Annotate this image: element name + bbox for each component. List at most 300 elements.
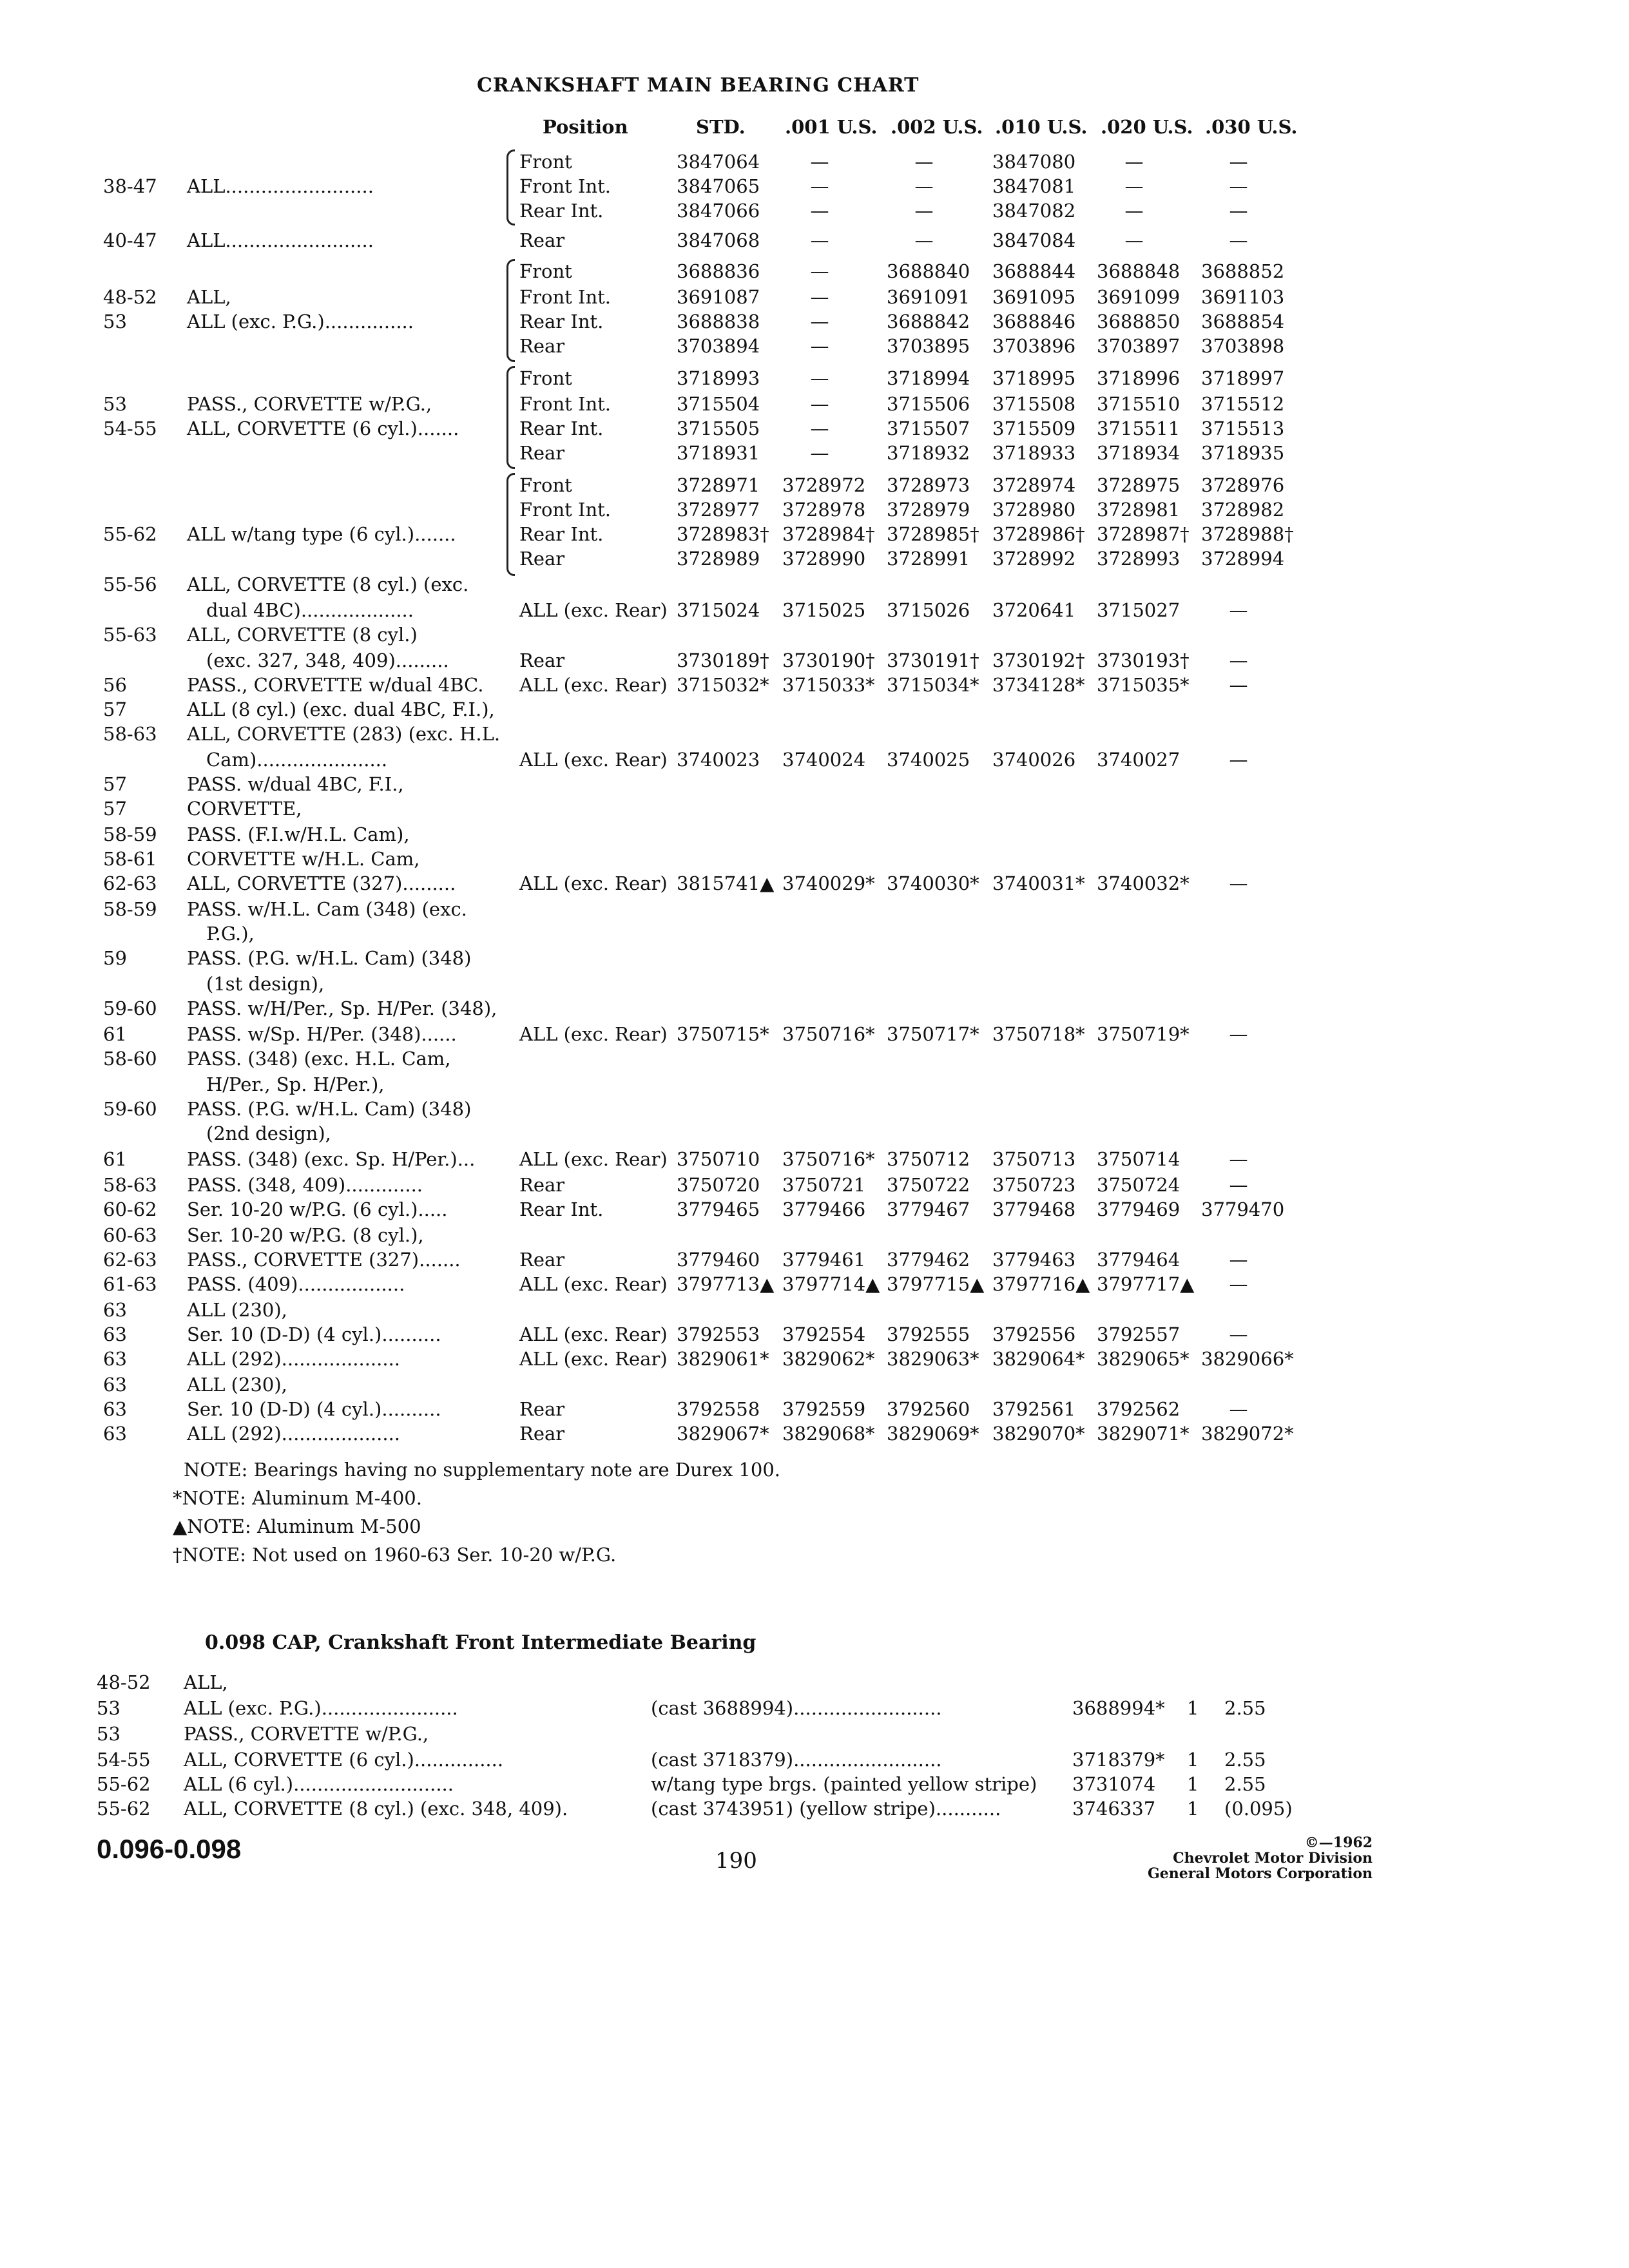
row-part-number: 3718931 — [677, 442, 760, 464]
row-year: 48-52 — [103, 286, 157, 308]
row-application: ALL (292).................... — [187, 1348, 401, 1370]
row-value-dash: — — [1229, 1174, 1248, 1196]
row-part-number: 3740025 — [887, 749, 970, 771]
row-part-number: 3715024 — [677, 599, 760, 621]
cap-description: w/tang type brgs. (painted yellow stripe) — [651, 1773, 1037, 1795]
row-part-number: 3829068* — [782, 1423, 875, 1445]
row-position: ALL (exc. Rear) — [519, 599, 668, 621]
row-part-number: 3792554 — [782, 1323, 866, 1345]
row-application: ALL (exc. P.G.)............... — [187, 311, 414, 332]
corporation-name: General Motors Corporation — [1147, 1865, 1373, 1882]
footnote: ▲NOTE: Aluminum M-500 — [173, 1515, 421, 1537]
row-application: Cam)...................... — [206, 749, 388, 771]
footnote: †NOTE: Not used on 1960-63 Ser. 10-20 w/P.G. — [173, 1544, 617, 1566]
row-part-number: 3750710 — [677, 1148, 760, 1170]
row-value-dash: — — [810, 311, 829, 332]
row-part-number: 3715026 — [887, 599, 970, 621]
row-part-number: 3718933 — [992, 442, 1076, 464]
row-part-number: 3728989 — [677, 548, 760, 570]
row-value-dash: — — [810, 200, 829, 222]
row-position: Rear Int. — [519, 418, 604, 439]
row-application: CORVETTE w/H.L. Cam, — [187, 848, 420, 870]
row-year: 53 — [103, 311, 127, 332]
row-value-dash: — — [914, 175, 934, 197]
cap-part-number: 3746337 — [1072, 1798, 1156, 1820]
row-part-number: 3847082 — [992, 200, 1076, 222]
row-value-dash: — — [914, 229, 934, 251]
cap-application: PASS., CORVETTE w/P.G., — [184, 1723, 429, 1745]
row-position: Rear — [519, 649, 565, 671]
row-value-dash: — — [1124, 175, 1144, 197]
row-part-number: 3730192† — [992, 649, 1085, 671]
page-section-code: 0.096-0.098 — [97, 1834, 242, 1864]
row-part-number: 3740024 — [782, 749, 866, 771]
row-part-number: 3750714 — [1097, 1148, 1181, 1170]
cap-quantity: 1 — [1187, 1697, 1199, 1719]
footnote: NOTE: Bearings having no supplementary note are Durex 100. — [184, 1459, 781, 1481]
row-part-number: 3829062* — [782, 1348, 875, 1370]
row-application: P.G.), — [206, 923, 255, 945]
row-part-number: 3847065 — [677, 175, 760, 197]
row-application: ALL w/tang type (6 cyl.)....... — [187, 523, 456, 545]
row-position: Rear — [519, 229, 565, 251]
row-application: ALL (292).................... — [187, 1423, 401, 1445]
row-part-number: 3797714▲ — [782, 1273, 880, 1295]
row-year: 57 — [103, 798, 127, 820]
row-year: 58-63 — [103, 723, 157, 745]
row-part-number: 3718996 — [1097, 367, 1181, 389]
row-part-number: 3750716* — [782, 1023, 875, 1045]
row-part-number: 3715035* — [1097, 674, 1190, 696]
row-application: ALL, — [187, 286, 231, 308]
row-part-number: 3715506 — [887, 393, 970, 415]
cap-price: 2.55 — [1224, 1697, 1266, 1719]
row-position: ALL (exc. Rear) — [519, 1023, 668, 1045]
row-year: 53 — [103, 393, 127, 415]
row-value-dash: — — [914, 151, 934, 173]
row-part-number: 3815741▲ — [677, 872, 775, 894]
row-position: Front Int. — [519, 175, 611, 197]
row-part-number: 3740026 — [992, 749, 1076, 771]
cap-description: (cast 3743951) (yellow stripe)........... — [651, 1798, 1001, 1820]
row-year: 56 — [103, 674, 127, 696]
row-application: (2nd design), — [206, 1122, 331, 1144]
row-value-dash: — — [810, 286, 829, 308]
cap-quantity: 1 — [1187, 1773, 1199, 1795]
row-part-number: 3750712 — [887, 1148, 970, 1170]
row-application: PASS. w/H/Per., Sp. H/Per. (348), — [187, 997, 497, 1019]
row-value-dash: — — [1229, 1273, 1248, 1295]
row-part-number: 3728988† — [1201, 523, 1294, 545]
row-application: PASS. (P.G. w/H.L. Cam) (348) — [187, 1098, 472, 1120]
row-year: 58-60 — [103, 1048, 157, 1070]
copyright-block — [1121, 1835, 1373, 1881]
row-part-number: 3750724 — [1097, 1174, 1181, 1196]
row-value-dash: — — [1229, 175, 1248, 197]
row-part-number: 3728971 — [677, 474, 760, 496]
row-year: 62-63 — [103, 1249, 157, 1271]
header-030: .030 U.S. — [1205, 116, 1298, 138]
row-value-dash: — — [1229, 151, 1248, 173]
row-value-dash: — — [810, 175, 829, 197]
row-part-number: 3797715▲ — [887, 1273, 985, 1295]
row-year: 60-63 — [103, 1224, 157, 1246]
row-application: dual 4BC)................... — [206, 599, 414, 621]
row-part-number: 3728974 — [992, 474, 1076, 496]
row-application: ALL (230), — [187, 1374, 287, 1396]
row-application: PASS. w/Sp. H/Per. (348)...... — [187, 1023, 457, 1045]
row-part-number: 3703895 — [887, 335, 970, 357]
row-application: PASS., CORVETTE w/dual 4BC. — [187, 674, 484, 696]
row-part-number: 3718995 — [992, 367, 1076, 389]
row-year: 58-59 — [103, 898, 157, 920]
header-020: .020 U.S. — [1101, 116, 1193, 138]
row-part-number: 3688854 — [1201, 311, 1285, 332]
row-year: 54-55 — [103, 418, 157, 439]
row-part-number: 3750716* — [782, 1148, 875, 1170]
row-part-number: 3728985† — [887, 523, 979, 545]
row-part-number: 3718994 — [887, 367, 970, 389]
row-application: H/Per., Sp. H/Per.), — [206, 1073, 385, 1095]
row-part-number: 3792559 — [782, 1398, 866, 1420]
row-part-number: 3688838 — [677, 311, 760, 332]
row-part-number: 3715512 — [1201, 393, 1285, 415]
brace — [506, 366, 515, 469]
row-year: 63 — [103, 1299, 127, 1321]
row-part-number: 3740027 — [1097, 749, 1181, 771]
row-part-number: 3750720 — [677, 1174, 760, 1196]
row-part-number: 3829070* — [992, 1423, 1085, 1445]
row-application: ALL, CORVETTE (283) (exc. H.L. — [187, 723, 501, 745]
row-position: Front Int. — [519, 499, 611, 521]
row-part-number: 3847080 — [992, 151, 1076, 173]
row-application: PASS. w/H.L. Cam (348) (exc. — [187, 898, 467, 920]
brace — [506, 149, 515, 226]
row-year: 63 — [103, 1374, 127, 1396]
row-value-dash: — — [1229, 674, 1248, 696]
row-part-number: 3792557 — [1097, 1323, 1181, 1345]
row-part-number: 3691091 — [887, 286, 970, 308]
row-value-dash: — — [1229, 229, 1248, 251]
division-name: Chevrolet Motor Division — [1173, 1850, 1373, 1867]
row-position: ALL (exc. Rear) — [519, 872, 668, 894]
row-position: Rear Int. — [519, 523, 604, 545]
row-part-number: 3829072* — [1201, 1423, 1294, 1445]
row-year: 58-59 — [103, 823, 157, 845]
row-value-dash: — — [810, 335, 829, 357]
cap-application: ALL, CORVETTE (8 cyl.) (exc. 348, 409). — [184, 1798, 568, 1820]
row-part-number: 3728976 — [1201, 474, 1285, 496]
row-part-number: 3703894 — [677, 335, 760, 357]
row-part-number: 3715034* — [887, 674, 979, 696]
row-part-number: 3829064* — [992, 1348, 1085, 1370]
row-position: Rear Int. — [519, 200, 604, 222]
row-application: (exc. 327, 348, 409)......... — [206, 649, 449, 671]
row-part-number: 3715032* — [677, 674, 769, 696]
row-value-dash: — — [1229, 749, 1248, 771]
row-part-number: 3740032* — [1097, 872, 1190, 894]
row-position: ALL (exc. Rear) — [519, 1348, 668, 1370]
header-std: STD. — [696, 116, 746, 138]
row-position: Rear — [519, 1423, 565, 1445]
row-part-number: 3703897 — [1097, 335, 1181, 357]
row-part-number: 3829071* — [1097, 1423, 1190, 1445]
row-part-number: 3703896 — [992, 335, 1076, 357]
row-value-dash: — — [810, 260, 829, 282]
row-year: 63 — [103, 1398, 127, 1420]
row-value-dash: — — [1229, 1249, 1248, 1271]
row-part-number: 3847081 — [992, 175, 1076, 197]
row-year: 63 — [103, 1423, 127, 1445]
row-application: Ser. 10-20 w/P.G. (6 cyl.)..... — [187, 1198, 448, 1220]
row-position: Front — [519, 260, 572, 282]
row-part-number: 3730191† — [887, 649, 979, 671]
row-application: Ser. 10 (D-D) (4 cyl.).......... — [187, 1323, 441, 1345]
row-value-dash: — — [1229, 599, 1248, 621]
row-application: ALL, CORVETTE (327)......... — [187, 872, 456, 894]
row-part-number: 3691087 — [677, 286, 760, 308]
row-year: 59-60 — [103, 997, 157, 1019]
brace — [506, 473, 515, 576]
row-position: Front — [519, 151, 572, 173]
row-application: PASS. (F.I.w/H.L. Cam), — [187, 823, 410, 845]
row-part-number: 3728973 — [887, 474, 970, 496]
cap-application: ALL (6 cyl.)........................... — [184, 1773, 454, 1795]
row-application: ALL (230), — [187, 1299, 287, 1321]
row-year: 61 — [103, 1148, 127, 1170]
row-part-number: 3750721 — [782, 1174, 866, 1196]
cap-price: (0.095) — [1224, 1798, 1293, 1820]
row-application: PASS. (348, 409)............. — [187, 1174, 423, 1196]
row-year: 59 — [103, 947, 127, 969]
row-value-dash: — — [810, 151, 829, 173]
row-part-number: 3779464 — [1097, 1249, 1181, 1271]
row-part-number: 3715027 — [1097, 599, 1181, 621]
cap-part-number: 3718379* — [1072, 1749, 1165, 1771]
row-year: 59-60 — [103, 1098, 157, 1120]
row-part-number: 3730190† — [782, 649, 875, 671]
row-part-number: 3715511 — [1097, 418, 1181, 439]
row-part-number: 3779460 — [677, 1249, 760, 1271]
row-application: PASS., CORVETTE w/P.G., — [187, 393, 432, 415]
cap-description: (cast 3718379)......................... — [651, 1749, 942, 1771]
row-part-number: 3715025 — [782, 599, 866, 621]
row-part-number: 3734128* — [992, 674, 1085, 696]
row-part-number: 3728977 — [677, 499, 760, 521]
cap-price: 2.55 — [1224, 1773, 1266, 1795]
row-part-number: 3728980 — [992, 499, 1076, 521]
row-part-number: 3792561 — [992, 1398, 1076, 1420]
row-position: Front Int. — [519, 393, 611, 415]
row-part-number: 3688850 — [1097, 311, 1181, 332]
cap-year: 55-62 — [97, 1773, 151, 1795]
row-application: PASS., CORVETTE (327)....... — [187, 1249, 461, 1271]
cap-year: 53 — [97, 1723, 120, 1745]
row-part-number: 3728990 — [782, 548, 866, 570]
row-position: Rear — [519, 548, 565, 570]
row-application: ALL, CORVETTE (8 cyl.) — [187, 624, 418, 646]
row-part-number: 3715504 — [677, 393, 760, 415]
footnote: *NOTE: Aluminum M-400. — [173, 1487, 422, 1509]
row-year: 62-63 — [103, 872, 157, 894]
row-part-number: 3740031* — [992, 872, 1085, 894]
row-part-number: 3779468 — [992, 1198, 1076, 1220]
row-position: Rear — [519, 1249, 565, 1271]
row-part-number: 3797713▲ — [677, 1273, 775, 1295]
row-value-dash: — — [1124, 151, 1144, 173]
row-part-number: 3688848 — [1097, 260, 1181, 282]
row-part-number: 3688842 — [887, 311, 970, 332]
row-year: 61 — [103, 1023, 127, 1045]
row-part-number: 3779465 — [677, 1198, 760, 1220]
row-part-number: 3740029* — [782, 872, 875, 894]
cap-year: 53 — [97, 1697, 120, 1719]
row-year: 63 — [103, 1323, 127, 1345]
cap-part-number: 3688994* — [1072, 1697, 1165, 1719]
row-part-number: 3750718* — [992, 1023, 1085, 1045]
cap-price: 2.55 — [1224, 1749, 1266, 1771]
brace — [506, 259, 515, 362]
row-value-dash: — — [1229, 1323, 1248, 1345]
cap-year: 55-62 — [97, 1798, 151, 1820]
row-part-number: 3728982 — [1201, 499, 1285, 521]
row-value-dash: — — [1229, 1148, 1248, 1170]
row-year: 40-47 — [103, 229, 157, 251]
row-part-number: 3730189† — [677, 649, 769, 671]
row-part-number: 3718997 — [1201, 367, 1285, 389]
row-part-number: 3829069* — [887, 1423, 979, 1445]
row-application: Ser. 10-20 w/P.G. (8 cyl.), — [187, 1224, 424, 1246]
row-value-dash: — — [1229, 649, 1248, 671]
row-part-number: 3740023 — [677, 749, 760, 771]
row-application: ALL, CORVETTE (6 cyl.)....... — [187, 418, 459, 439]
row-year: 60-62 — [103, 1198, 157, 1220]
cap-description: (cast 3688994)......................... — [651, 1697, 942, 1719]
row-part-number: 3728972 — [782, 474, 866, 496]
header-010: .010 U.S. — [995, 116, 1088, 138]
row-position: Rear — [519, 442, 565, 464]
cap-quantity: 1 — [1187, 1798, 1199, 1820]
row-value-dash: — — [1124, 229, 1144, 251]
row-position: Rear — [519, 1398, 565, 1420]
row-part-number: 3728981 — [1097, 499, 1181, 521]
row-value-dash: — — [1124, 200, 1144, 222]
row-value-dash: — — [1229, 1398, 1248, 1420]
row-part-number: 3792562 — [1097, 1398, 1181, 1420]
cap-year: 48-52 — [97, 1671, 151, 1693]
row-part-number: 3750713 — [992, 1148, 1076, 1170]
row-position: Front — [519, 474, 572, 496]
row-part-number: 3728984† — [782, 523, 875, 545]
row-part-number: 3847064 — [677, 151, 760, 173]
row-part-number: 3688846 — [992, 311, 1076, 332]
row-year: 63 — [103, 1348, 127, 1370]
row-year: 58-61 — [103, 848, 157, 870]
row-application: PASS. (P.G. w/H.L. Cam) (348) — [187, 947, 472, 969]
row-application: PASS. (409).................. — [187, 1273, 405, 1295]
row-part-number: 3792558 — [677, 1398, 760, 1420]
row-value-dash: — — [810, 418, 829, 439]
row-application: ALL (8 cyl.) (exc. dual 4BC, F.I.), — [187, 698, 495, 720]
row-year: 57 — [103, 698, 127, 720]
row-part-number: 3779470 — [1201, 1198, 1285, 1220]
page-number: 190 — [715, 1848, 757, 1874]
row-part-number: 3779469 — [1097, 1198, 1181, 1220]
row-part-number: 3688844 — [992, 260, 1076, 282]
row-part-number: 3728979 — [887, 499, 970, 521]
row-part-number: 3715033* — [782, 674, 875, 696]
row-value-dash: — — [810, 442, 829, 464]
row-part-number: 3688836 — [677, 260, 760, 282]
row-application: ALL......................... — [187, 229, 374, 251]
row-part-number: 3728987† — [1097, 523, 1190, 545]
row-part-number: 3829066* — [1201, 1348, 1294, 1370]
row-part-number: 3728991 — [887, 548, 970, 570]
row-year: 57 — [103, 773, 127, 795]
header-002: .002 U.S. — [891, 116, 983, 138]
row-part-number: 3792560 — [887, 1398, 970, 1420]
copyright-year: ©—1962 — [1304, 1834, 1373, 1851]
row-value-dash: — — [914, 200, 934, 222]
row-position: Rear Int. — [519, 311, 604, 332]
row-year: 55-63 — [103, 624, 157, 646]
row-part-number: 3691103 — [1201, 286, 1285, 308]
row-part-number: 3829065* — [1097, 1348, 1190, 1370]
row-part-number: 3792556 — [992, 1323, 1076, 1345]
row-position: ALL (exc. Rear) — [519, 1323, 668, 1345]
row-year: 58-63 — [103, 1174, 157, 1196]
row-part-number: 3728983† — [677, 523, 769, 545]
row-application: ALL, CORVETTE (8 cyl.) (exc. — [187, 573, 469, 595]
row-part-number: 3797716▲ — [992, 1273, 1090, 1295]
header-position: Position — [543, 116, 628, 138]
row-position: ALL (exc. Rear) — [519, 674, 668, 696]
row-value-dash: — — [1229, 200, 1248, 222]
row-part-number: 3750722 — [887, 1174, 970, 1196]
row-application: (1st design), — [206, 973, 325, 995]
row-part-number: 3829061* — [677, 1348, 769, 1370]
row-position: ALL (exc. Rear) — [519, 1273, 668, 1295]
row-part-number: 3847066 — [677, 200, 760, 222]
row-application: ALL......................... — [187, 175, 374, 197]
row-value-dash: — — [810, 229, 829, 251]
row-part-number: 3750715* — [677, 1023, 769, 1045]
row-year: 38-47 — [103, 175, 157, 197]
row-position: Front Int. — [519, 286, 611, 308]
row-part-number: 3718993 — [677, 367, 760, 389]
row-part-number: 3715510 — [1097, 393, 1181, 415]
row-part-number: 3715509 — [992, 418, 1076, 439]
row-part-number: 3728975 — [1097, 474, 1181, 496]
row-part-number: 3779461 — [782, 1249, 866, 1271]
section-title: 0.098 CAP, Crankshaft Front Intermediate Bearing — [205, 1631, 757, 1654]
row-application: Ser. 10 (D-D) (4 cyl.).......... — [187, 1398, 441, 1420]
row-part-number: 3779463 — [992, 1249, 1076, 1271]
row-part-number: 3720641 — [992, 599, 1076, 621]
row-part-number: 3829067* — [677, 1423, 769, 1445]
row-position: Rear Int. — [519, 1198, 604, 1220]
row-part-number: 3779467 — [887, 1198, 970, 1220]
cap-application: ALL, — [184, 1671, 228, 1693]
row-year: 55-62 — [103, 523, 157, 545]
cap-application: ALL (exc. P.G.)....................... — [184, 1697, 458, 1719]
row-year: 61-63 — [103, 1273, 157, 1295]
row-year: 55-56 — [103, 573, 157, 595]
cap-application: ALL, CORVETTE (6 cyl.)............... — [184, 1749, 504, 1771]
row-value-dash: — — [1229, 1023, 1248, 1045]
row-part-number: 3750723 — [992, 1174, 1076, 1196]
row-position: Rear — [519, 335, 565, 357]
